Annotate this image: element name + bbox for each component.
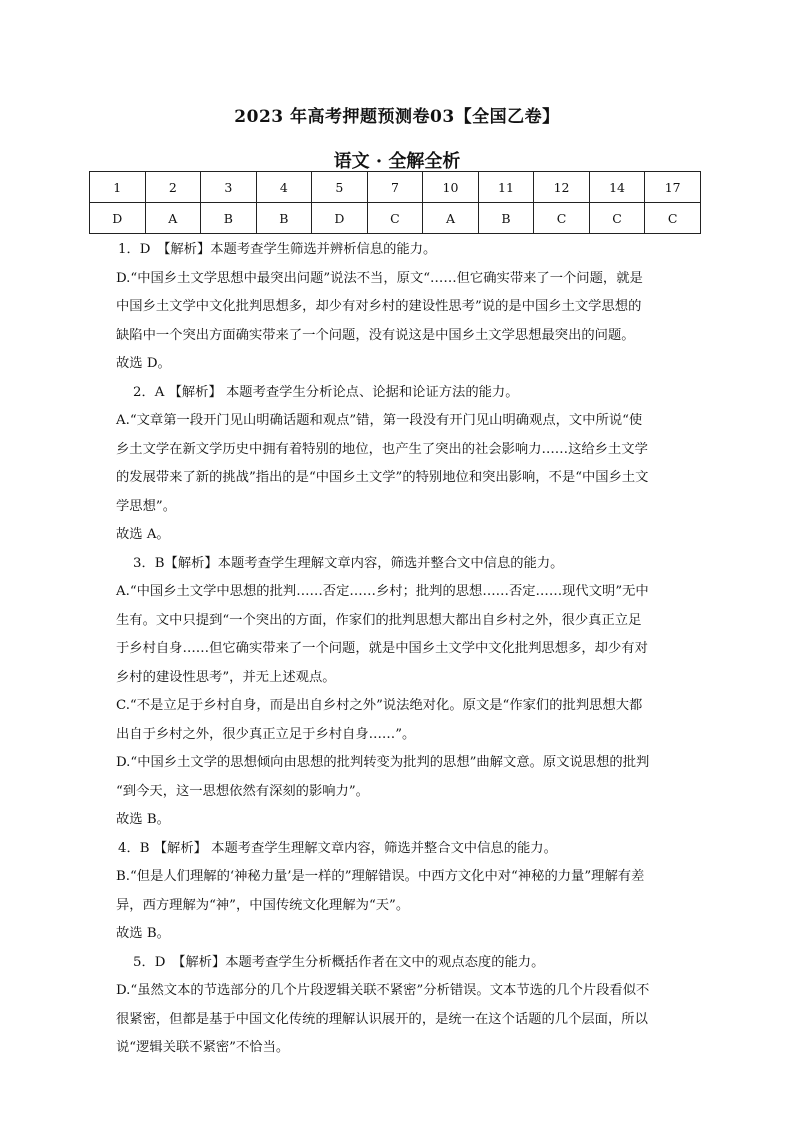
table-cell: A bbox=[145, 203, 201, 234]
question-heading: 4．B 【解析】 本题考查学生理解文章内容，筛选并整合文中信息的能力。 bbox=[118, 840, 557, 856]
text-line: B.“但是人们理解的‘神秘力量’是一样的”理解错误。中西方文化中对“神秘的力量”理解有差 bbox=[116, 869, 645, 884]
table-cell: 3 bbox=[201, 172, 257, 203]
text-line: D.“虽然文本的节选部分的几个片段逻辑关联不紧密”分析错误。文本节选的几个片段看似不 bbox=[116, 983, 650, 998]
text-line: C.“不是立足于乡村自身，而是出自乡村之外”说法绝对化。原文是“作家们的批判思想大都 bbox=[116, 698, 643, 713]
text-line: 故选 A。 bbox=[116, 527, 170, 542]
table-cell: 10 bbox=[423, 172, 479, 203]
table-cell: 5 bbox=[312, 172, 368, 203]
text-line: 故选 D。 bbox=[116, 356, 171, 371]
text-line: D.“中国乡土文学的思想倾向由思想的批判转变为批判的思想”曲解文意。原文说思想的批判 bbox=[116, 755, 650, 770]
text-line: 缺陷中一个突出方面确实带来了一个问题，没有说这是中国乡土文学思想最突出的问题。 bbox=[116, 327, 635, 343]
table-cell: C bbox=[589, 203, 645, 234]
table-cell: 1 bbox=[90, 172, 146, 203]
text-line: 异，西方理解为“神”，中国传统文化理解为“天”。 bbox=[116, 897, 410, 913]
page-subtitle: 语文 · 全解全析 bbox=[333, 151, 461, 172]
text-line: “到今天，这一思想依然有深刻的影响力”。 bbox=[116, 783, 369, 799]
text-line: 故选 B。 bbox=[116, 812, 170, 827]
text-line: D.“中国乡土文学思想中最突出问题”说法不当，原文“……但它确实带来了一个问题，就是 bbox=[116, 270, 643, 286]
text-line: 生有。文中只提到“一个突出的方面，作家们的批判思想大都出自乡村之外，很少真正立足 bbox=[116, 612, 642, 628]
page-title: 2023 年高考押题预测卷03【全国乙卷】 bbox=[234, 107, 560, 127]
table-cell: 4 bbox=[256, 172, 312, 203]
answer-row bbox=[90, 203, 701, 234]
question-heading: 1．D 【解析】本题考查学生筛选并辨析信息的能力。 bbox=[118, 242, 437, 257]
text-line: 乡村的建设性思考”，并无上述观点。 bbox=[116, 669, 336, 685]
question-heading: 3．B【解析】本题考查学生理解文章内容，筛选并整合文中信息的能力。 bbox=[133, 555, 564, 571]
question-number-row bbox=[90, 172, 701, 203]
text-line: A.“中国乡土文学中思想的批判……否定……乡村；批判的思想……否定……现代文明”无中 bbox=[116, 584, 649, 599]
text-line: 出自于乡村之外，很少真正立足于乡村自身……”。 bbox=[116, 726, 416, 742]
table-cell: D bbox=[90, 203, 146, 234]
text-line: 故选 B。 bbox=[116, 926, 170, 941]
text-line: 中国乡土文学中文化批判思想多，却少有对乡村的建设性思考”说的是中国乡土文学思想的 bbox=[116, 299, 642, 314]
question-heading: 2．A 【解析】 本题考查学生分析论点、论据和论证方法的能力。 bbox=[133, 384, 519, 400]
text-line: 很紧密，但都是基于中国文化传统的理解认识展开的，是统一在这个话题的几个层面，所以 bbox=[116, 1011, 648, 1027]
table-cell: 12 bbox=[534, 172, 590, 203]
text-line: 于乡村自身……但它确实带来了一个问题，就是中国乡土文学中文化批判思想多，却少有对 bbox=[116, 641, 648, 656]
table-cell: 2 bbox=[145, 172, 201, 203]
table-cell: B bbox=[478, 203, 534, 234]
text-line: 的发展带来了新的挑战”指出的是“中国乡土文学”的特别地位和突出影响，不是“中国乡土文 bbox=[116, 470, 649, 485]
analysis-body bbox=[118, 236, 678, 1063]
question-heading: 5．D 【解析】本题考查学生分析概括作者在文中的观点态度的能力。 bbox=[133, 954, 545, 970]
table-cell: 7 bbox=[367, 172, 423, 203]
table-cell: C bbox=[645, 203, 701, 234]
table-cell: C bbox=[534, 203, 590, 234]
text-line: 说“逻辑关联不紧密”不恰当。 bbox=[116, 1040, 290, 1055]
text-line: 学思想”。 bbox=[116, 498, 176, 514]
table-cell: A bbox=[423, 203, 479, 234]
table-cell: 17 bbox=[645, 172, 701, 203]
table-cell: D bbox=[312, 203, 368, 234]
table-cell: B bbox=[256, 203, 312, 234]
table-cell: B bbox=[201, 203, 257, 234]
table-cell: 14 bbox=[589, 172, 645, 203]
text-line: 乡土文学在新文学历史中拥有着特别的地位，也产生了突出的社会影响力……这给乡土文学 bbox=[116, 441, 648, 457]
answer-table bbox=[89, 171, 701, 234]
text-line: A.“文章第一段开门见山明确话题和观点”错，第一段没有开门见山明确观点，文中所说“使 bbox=[116, 413, 643, 428]
table-cell: C bbox=[367, 203, 423, 234]
table-cell: 11 bbox=[478, 172, 534, 203]
